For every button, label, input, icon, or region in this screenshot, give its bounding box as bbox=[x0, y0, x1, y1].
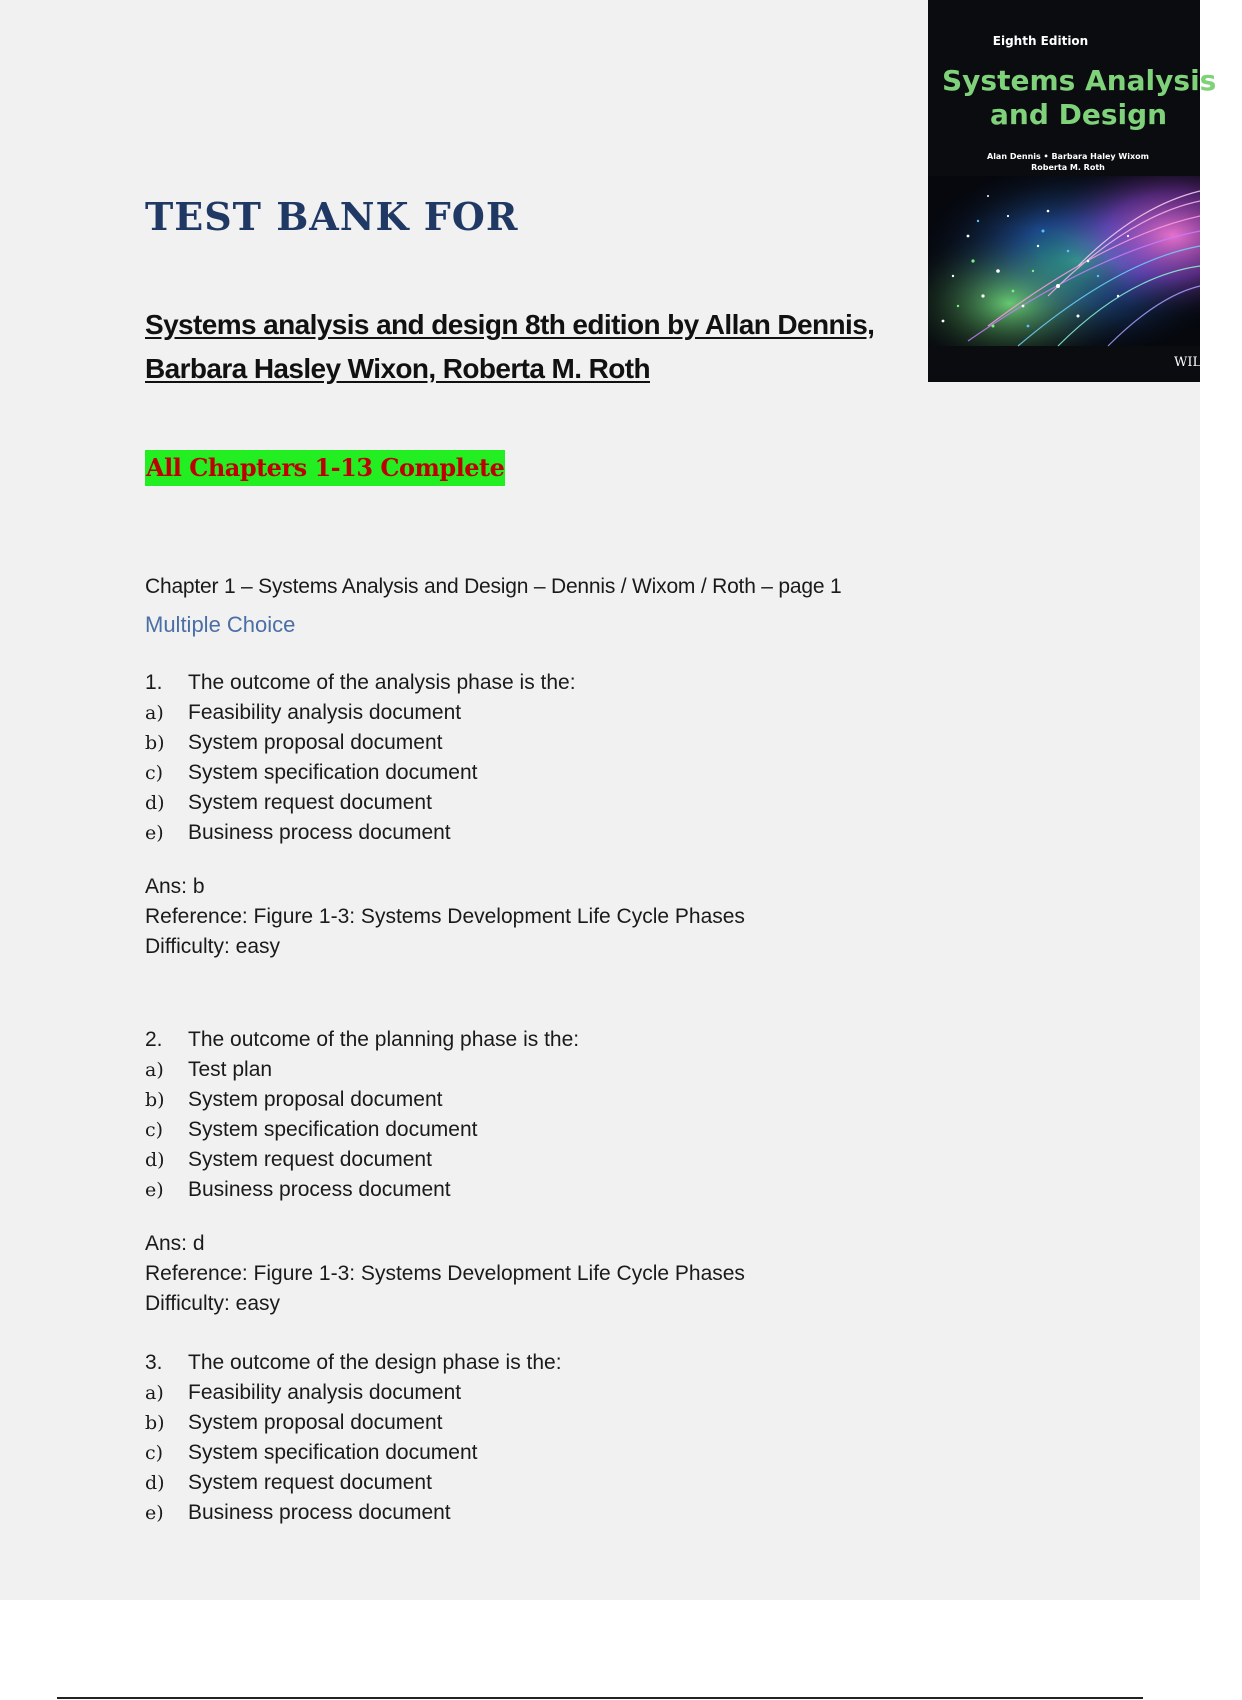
option-letter: a) bbox=[145, 1382, 164, 1404]
answer-options bbox=[145, 1055, 905, 1205]
option-c bbox=[145, 1115, 905, 1145]
option-b bbox=[145, 728, 905, 758]
question-meta bbox=[145, 1229, 905, 1319]
difficulty: Difficulty: easy bbox=[145, 1292, 280, 1315]
option-text: System proposal document bbox=[188, 1411, 443, 1434]
difficulty: Difficulty: easy bbox=[145, 935, 280, 958]
option-letter: a) bbox=[145, 702, 164, 724]
option-d bbox=[145, 1468, 905, 1498]
question-stem bbox=[145, 1348, 905, 1378]
option-e bbox=[145, 818, 905, 848]
option-b bbox=[145, 1085, 905, 1115]
answer-options bbox=[145, 1378, 905, 1528]
page-divider bbox=[57, 1697, 1143, 1699]
option-letter: a) bbox=[145, 1059, 164, 1081]
option-text: System request document bbox=[188, 1148, 432, 1171]
option-letter: e) bbox=[145, 1179, 164, 1201]
fiber-optic-art bbox=[928, 176, 1200, 346]
chapters-complete-badge: All Chapters 1-13 Complete bbox=[145, 450, 505, 486]
question-stem bbox=[145, 668, 905, 698]
cover-authors bbox=[968, 151, 1168, 173]
book-title-subtitle: Systems analysis and design 8th edition by Allan Dennis, Barbara Hasley Wixon, Roberta M. Roth bbox=[145, 309, 875, 384]
question-number: 1. bbox=[145, 671, 163, 694]
option-text: Feasibility analysis document bbox=[188, 1381, 462, 1404]
question-number: 2. bbox=[145, 1028, 163, 1051]
option-letter: e) bbox=[145, 822, 164, 844]
option-e bbox=[145, 1175, 905, 1205]
option-text: System specification document bbox=[188, 761, 478, 784]
option-a bbox=[145, 1055, 905, 1085]
option-text: System proposal document bbox=[188, 731, 443, 754]
test-bank-heading: TEST BANK FOR bbox=[145, 194, 519, 239]
option-letter: d) bbox=[145, 1149, 165, 1171]
option-letter: b) bbox=[145, 732, 165, 754]
option-c bbox=[145, 758, 905, 788]
cover-authors-line1: Alan Dennis • Barbara Haley Wixom bbox=[987, 152, 1149, 161]
question-1 bbox=[145, 668, 905, 962]
option-e bbox=[145, 1498, 905, 1528]
answer-key: Ans: d bbox=[145, 1232, 205, 1255]
option-a bbox=[145, 1378, 905, 1408]
option-text: System proposal document bbox=[188, 1088, 443, 1111]
option-a bbox=[145, 698, 905, 728]
reference: Reference: Figure 1-3: Systems Development Life Cycle Phases bbox=[145, 1262, 745, 1285]
section-title: Multiple Choice bbox=[145, 612, 296, 637]
chapter-header: Chapter 1 – Systems Analysis and Design – Dennis / Wixom / Roth – page 1 bbox=[145, 575, 842, 598]
option-letter: b) bbox=[145, 1089, 165, 1111]
question-text: The outcome of the design phase is the: bbox=[188, 1351, 562, 1374]
cover-publisher: WILEY bbox=[1174, 355, 1220, 370]
option-text: Test plan bbox=[188, 1058, 273, 1081]
cover-title-line2: and Design bbox=[990, 98, 1168, 131]
question-meta bbox=[145, 872, 905, 962]
option-text: Feasibility analysis document bbox=[188, 701, 462, 724]
option-letter: b) bbox=[145, 1412, 165, 1434]
cover-title bbox=[942, 64, 1242, 132]
option-letter: c) bbox=[145, 1119, 164, 1141]
option-letter: c) bbox=[145, 1442, 164, 1464]
option-c bbox=[145, 1438, 905, 1468]
option-letter: e) bbox=[145, 1502, 164, 1524]
option-d bbox=[145, 788, 905, 818]
option-text: System specification document bbox=[188, 1441, 478, 1464]
option-letter: d) bbox=[145, 1472, 165, 1494]
option-letter: c) bbox=[145, 762, 164, 784]
option-text: Business process document bbox=[188, 821, 451, 844]
question-2 bbox=[145, 1025, 905, 1319]
question-number: 3. bbox=[145, 1351, 163, 1374]
option-b bbox=[145, 1408, 905, 1438]
option-text: System request document bbox=[188, 791, 432, 814]
reference: Reference: Figure 1-3: Systems Development Life Cycle Phases bbox=[145, 905, 745, 928]
cover-title-line1: Systems Analysis bbox=[942, 64, 1217, 97]
answer-key: Ans: b bbox=[145, 875, 205, 898]
option-d bbox=[145, 1145, 905, 1175]
cover-edition: Eighth Edition bbox=[992, 34, 1089, 48]
question-3 bbox=[145, 1348, 905, 1528]
option-letter: d) bbox=[145, 792, 165, 814]
cover-authors-line2: Roberta M. Roth bbox=[1031, 163, 1105, 172]
question-stem bbox=[145, 1025, 905, 1055]
option-text: Business process document bbox=[188, 1501, 451, 1524]
question-text: The outcome of the analysis phase is the: bbox=[188, 671, 576, 694]
book-cover-image bbox=[928, 0, 1220, 382]
option-text: System specification document bbox=[188, 1118, 478, 1141]
option-text: Business process document bbox=[188, 1178, 451, 1201]
question-text: The outcome of the planning phase is the: bbox=[188, 1028, 580, 1051]
option-text: System request document bbox=[188, 1471, 432, 1494]
answer-options bbox=[145, 698, 905, 848]
